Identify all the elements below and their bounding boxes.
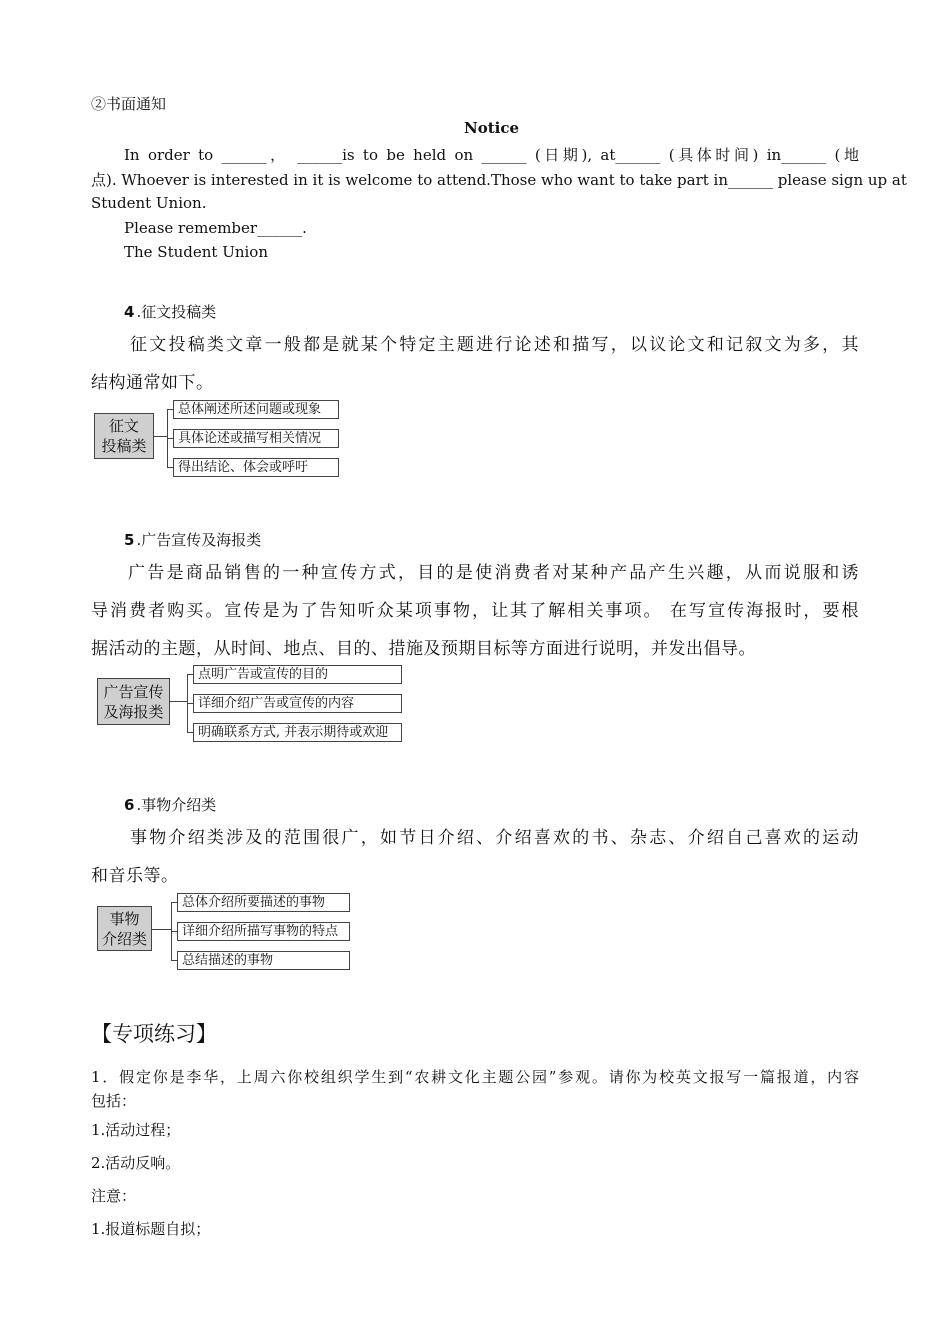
diagram-item: 明确联系方式, 并表示期待或欢迎 (193, 723, 402, 742)
diagram-item: 总体阐述所述问题或现象 (173, 400, 339, 419)
diagram-root-line: 广告宣传 (103, 682, 164, 701)
diagram-root-line: 及海报类 (103, 702, 164, 721)
section-6-heading: 6 .事物介绍类 (124, 796, 217, 814)
diagram-item: 详细介绍所描写事物的特点 (177, 922, 350, 941)
diagram-connector (152, 929, 171, 930)
section-5-para-line-3: 据活动的主题，从时间、地点、目的、措施及预期目标等方面进行说明，并发出倡导。 (91, 639, 756, 659)
section-6-para-line-1: 事物介绍类涉及的范围很广，如节日介绍、介绍喜欢的书、杂志、介绍自己喜欢的运动 (130, 828, 859, 848)
diagram-root (97, 678, 170, 725)
section-5-title: 广告宣传及海报类 (141, 531, 262, 549)
notice-line-1: In order to ______， ______is to be held on ______ (日期), at______ (具体时间) in______ (地 (124, 146, 859, 164)
diagram-item: 具体论述或描写相关情况 (173, 429, 339, 448)
section-6-title: 事物介绍类 (141, 796, 217, 814)
practice-q1-line-1: 1．假定你是李华，上周六你校组织学生到“农耕文化主题公园”参观。请你为校英文报写一篇报道，内容 (91, 1068, 859, 1086)
diagram-root-line: 介绍类 (101, 929, 147, 948)
section-5-diagram (97, 665, 417, 745)
section-6-number: 6 (124, 796, 135, 814)
written-notice-label: ②书面通知 (91, 95, 167, 113)
practice-header: 【专项练习】 (91, 1022, 217, 1046)
section-5-number: 5 (124, 531, 135, 549)
section-4-number: 4 (124, 303, 135, 321)
practice-item: 2.活动反响。 (91, 1154, 181, 1172)
section-4-para-line-2: 结构通常如下。 (91, 373, 214, 393)
notice-line-3: Student Union. (91, 194, 207, 212)
practice-q1-line-2: 包括： (91, 1092, 137, 1110)
diagram-root-line: 投稿类 (101, 437, 147, 455)
diagram-connector (154, 436, 167, 437)
notice-remember: Please remember______. (124, 219, 307, 237)
practice-item: 注意： (91, 1187, 137, 1205)
section-5-para-line-2: 导消费者购买。宣传是为了告知听众某项事物，让其了解相关事项。 在写宣传海报时，要根 (91, 601, 859, 621)
notice-line-2: 点). Whoever is interested in it is welcome to attend.Those who want to take part in______ please sign up at (91, 171, 907, 189)
diagram-item: 总结描述的事物 (177, 951, 350, 970)
section-4-para-line-1: 征文投稿类文章一般都是就某个特定主题进行论述和描写，以议论文和记叙文为多，其 (130, 335, 859, 355)
section-5-heading: 5 .广告宣传及海报类 (124, 531, 262, 549)
diagram-root (97, 906, 152, 951)
section-4-diagram (94, 400, 354, 480)
diagram-item: 得出结论、体会或呼吁 (173, 458, 339, 477)
diagram-item: 点明广告或宣传的目的 (193, 665, 402, 684)
diagram-root-line: 事物 (109, 909, 140, 928)
section-5-para-line-1: 广告是商品销售的一种宣传方式，目的是使消费者对某种产品产生兴趣，从而说服和诱 (128, 563, 859, 583)
notice-title: Notice (463, 119, 520, 137)
diagram-item: 总体介绍所要描述的事物 (177, 893, 350, 912)
diagram-root-line: 征文 (108, 417, 139, 435)
section-6-para-line-2: 和音乐等。 (91, 866, 179, 886)
section-6-diagram (97, 893, 367, 973)
practice-item: 1.报道标题自拟； (91, 1220, 211, 1238)
section-4-title: 征文投稿类 (141, 303, 217, 321)
diagram-item: 详细介绍广告或宣传的内容 (193, 694, 402, 713)
diagram-root (94, 413, 154, 459)
section-4-heading: 4 .征文投稿类 (124, 303, 217, 321)
diagram-connector (170, 701, 187, 702)
notice-signature: The Student Union (124, 243, 269, 261)
practice-item: 1.活动过程； (91, 1121, 181, 1139)
